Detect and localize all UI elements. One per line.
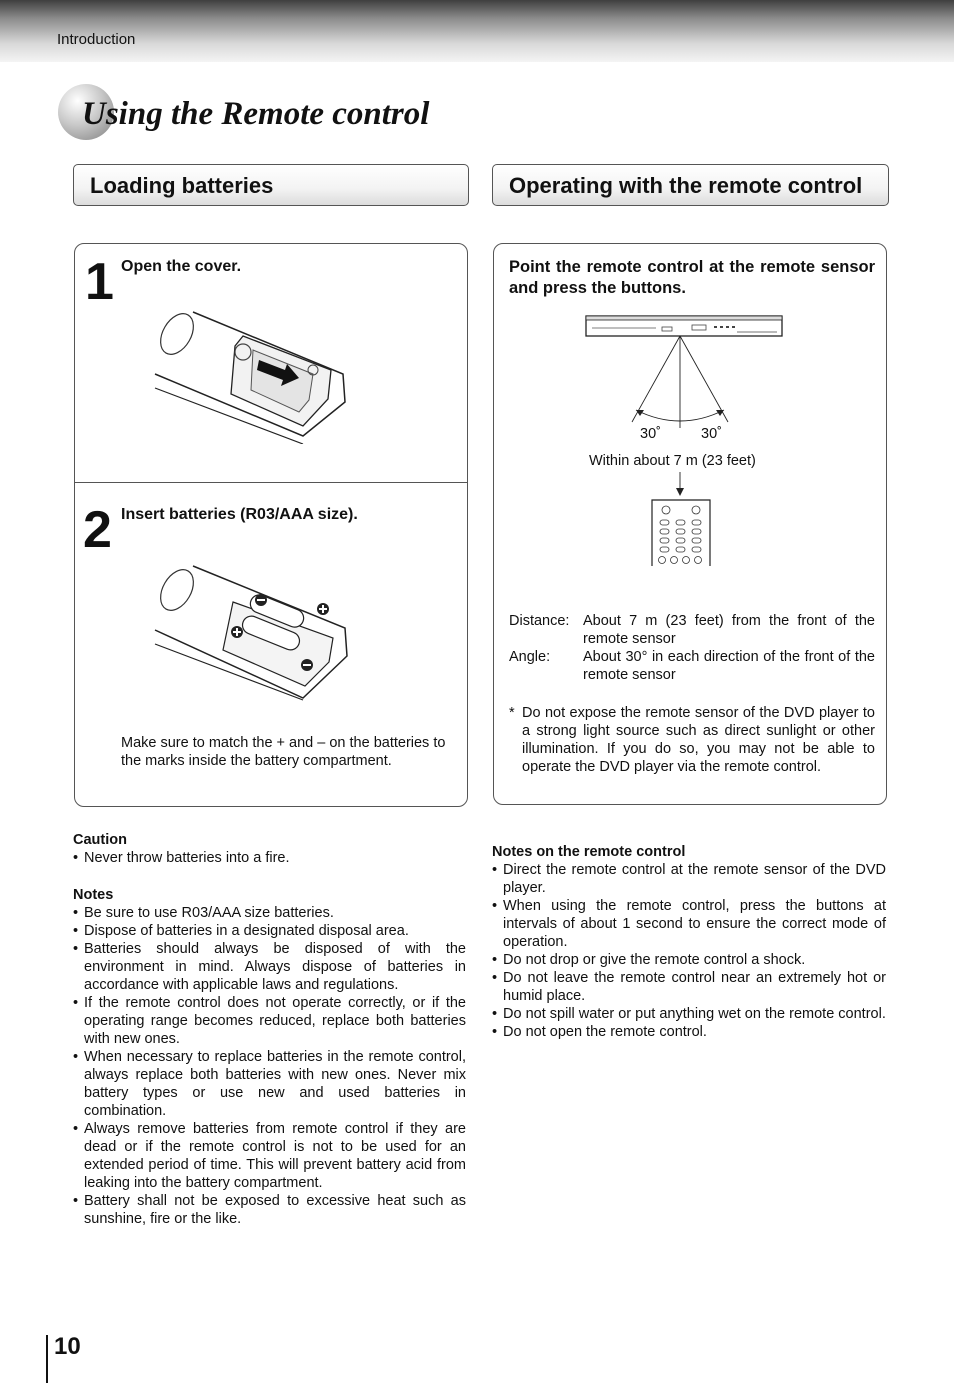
list-item: • When using the remote control, press the buttons at intervals of about 1 second to ensure the correct mode of operation. xyxy=(492,897,886,951)
list-item: • Do not spill water or put anything wet on the remote control. xyxy=(492,1005,886,1023)
heading-text: Loading batteries xyxy=(90,173,274,198)
step-text: Open the cover. xyxy=(121,258,242,275)
page-title: Using the Remote control xyxy=(82,96,430,132)
list-item: • Battery shall not be exposed to excessive heat such as sunshine, fire or the like. xyxy=(73,1192,466,1228)
notes-section xyxy=(73,886,466,1228)
page-number-rule xyxy=(46,1335,48,1383)
loading-batteries-heading xyxy=(73,164,469,206)
list-item: • Do not drop or give the remote control a shock. xyxy=(492,951,886,969)
remote-notes-title: Notes on the remote control xyxy=(492,844,686,860)
remote-cover-illustration xyxy=(153,304,353,444)
footnote-mark: * xyxy=(509,705,515,721)
list-item: • Never throw batteries into a fire. xyxy=(73,849,466,867)
spec-label: Angle: xyxy=(509,649,551,665)
header-bar xyxy=(0,0,954,62)
caution-title: Caution xyxy=(73,832,127,848)
list-item: • Dispose of batteries in a designated disposal area. xyxy=(73,922,466,940)
list-item: • Always remove batteries from remote control if they are dead or if the remote control is not to be used for an extended period of time. This will prevent battery acid from leaking into the battery compartment. xyxy=(73,1120,466,1192)
step-number: 1 xyxy=(85,253,114,311)
step-divider xyxy=(75,482,467,483)
angle-left-label: 30˚ xyxy=(640,426,661,442)
spec-value: About 30° in each direction of the front of the remote sensor xyxy=(583,649,875,683)
remote-range-diagram xyxy=(582,310,788,570)
caution-list xyxy=(73,849,466,867)
list-item: • If the remote control does not operate correctly, or if the operating range becomes reduced, replace both batteries with new ones. xyxy=(73,994,466,1048)
angle-right-label: 30˚ xyxy=(701,426,722,442)
footnote-text: Do not expose the remote sensor of the DVD player to a strong light source such as direct sunlight or other illumination. If you do so, you may not be able to operate the DVD player via the remote control. xyxy=(522,705,875,775)
step-text: Insert batteries (R03/AAA size). xyxy=(121,506,358,523)
range-label: Within about 7 m (23 feet) xyxy=(589,453,756,469)
spec-label: Distance: xyxy=(509,613,570,629)
instruction-text: Point the remote control at the remote sensor and press the buttons. xyxy=(509,258,875,297)
remote-notes-section xyxy=(492,843,886,1041)
operating-remote-heading xyxy=(492,164,889,206)
notes-title: Notes xyxy=(73,887,114,903)
battery-insert-illustration xyxy=(153,562,353,702)
list-item: • When necessary to replace batteries in the remote control, always replace both batteries with new ones. Never mix battery types or use new and used batteries in combination. xyxy=(73,1048,466,1120)
heading-text: Operating with the remote control xyxy=(509,173,863,198)
operating-panel xyxy=(493,243,887,805)
caution-section xyxy=(73,831,466,867)
section-label: Introduction xyxy=(57,31,136,48)
step-number: 2 xyxy=(83,501,112,559)
list-item: • Be sure to use R03/AAA size batteries. xyxy=(73,904,466,922)
spec-list xyxy=(509,612,875,684)
polarity-note: Make sure to match the + and – on the batteries to the marks inside the battery compartment. xyxy=(121,735,446,769)
spec-angle xyxy=(509,648,875,684)
list-item: • Direct the remote control at the remote sensor of the DVD player. xyxy=(492,861,886,897)
list-item: • Batteries should always be disposed of with the environment in mind. Always dispose of batteries in accordance with applicable laws and regulations. xyxy=(73,940,466,994)
page-number: 10 xyxy=(54,1333,81,1360)
list-item: • Do not open the remote control. xyxy=(492,1023,886,1041)
spec-value: About 7 m (23 feet) from the front of the remote sensor xyxy=(583,613,875,647)
footnote xyxy=(509,704,875,776)
batteries-panel xyxy=(74,243,468,807)
list-item: • Do not leave the remote control near an extremely hot or humid place. xyxy=(492,969,886,1005)
remote-notes-list xyxy=(492,861,886,1041)
spec-distance xyxy=(509,612,875,648)
notes-list xyxy=(73,904,466,1228)
